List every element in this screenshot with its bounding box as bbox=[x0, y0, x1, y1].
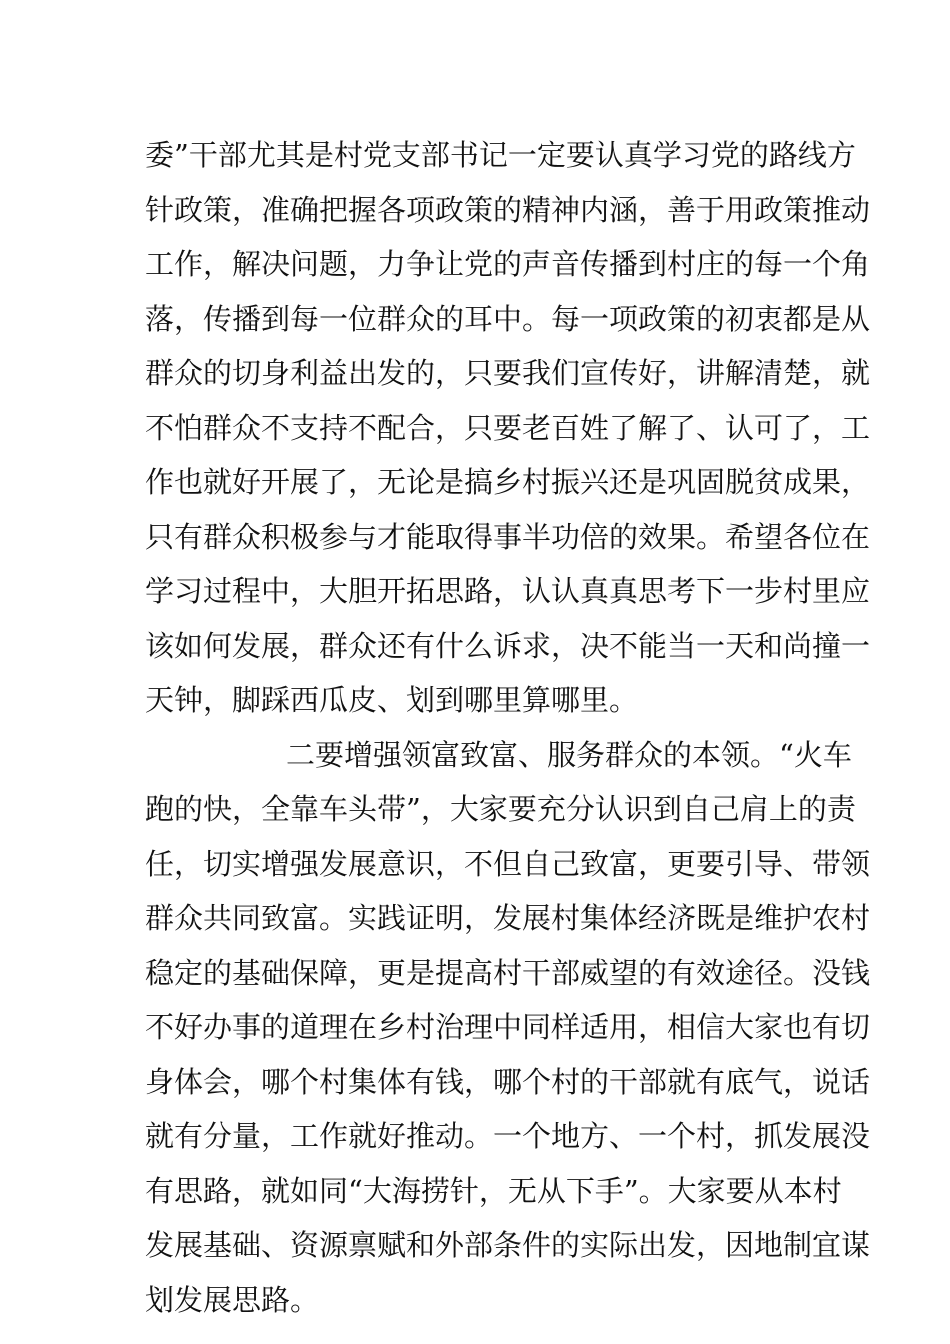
text-line: 该如何发展，群众还有什么诉求，决不能当一天和尚撞一 bbox=[145, 628, 871, 663]
text-line: 不怕群众不支持不配合，只要老百姓了解了、认可了，工 bbox=[145, 410, 871, 445]
body-text bbox=[145, 128, 871, 1327]
paragraph-end-line: 划发展思路。 bbox=[145, 1282, 320, 1317]
text-line: 学习过程中，大胆开拓思路，认认真真思考下一步村里应 bbox=[145, 574, 871, 608]
text-line: 针政策，准确把握各项政策的精神内涵，善于用政策推动 bbox=[145, 192, 871, 227]
text-line: 有思路，就如同“大海捞针，无从下手”。大家要从本村 bbox=[145, 1173, 842, 1208]
paragraph-end-line: 天钟，脚踩西瓜皮、划到哪里算哪里。 bbox=[145, 683, 639, 717]
text-line: 工作，解决问题，力争让党的声音传播到村庄的每一个角 bbox=[145, 247, 871, 281]
text-line: 落，传播到每一位群众的耳中。每一项政策的初衷都是从 bbox=[145, 301, 871, 336]
text-line: 身体会，哪个村集体有钱，哪个村的干部就有底气，说话 bbox=[145, 1064, 871, 1099]
text-line: 任，切实增强发展意识，不但自己致富，更要引导、带领 bbox=[145, 846, 871, 881]
text-line: 发展基础、资源禀赋和外部条件的实际出发，因地制宜谋 bbox=[145, 1228, 871, 1262]
text-line: 群众共同致富。实践证明，发展村集体经济既是维护农村 bbox=[145, 901, 871, 935]
text-line: 群众的切身利益出发的，只要我们宣传好，讲解清楚，就 bbox=[145, 356, 871, 390]
text-line: 委”干部尤其是村党支部书记一定要认真学习党的路线方 bbox=[145, 138, 856, 172]
text-line: 跑的快，全靠车头带”，大家要充分认识到自己肩上的责 bbox=[145, 792, 856, 826]
text-line: 作也就好开展了，无论是搞乡村振兴还是巩固脱贫成果， bbox=[145, 465, 871, 499]
text-line: 只有群众积极参与才能取得事半功倍的效果。希望各位在 bbox=[145, 519, 871, 554]
text-line: 稳定的基础保障，更是提高村干部威望的有效途径。没钱 bbox=[145, 955, 871, 990]
text-line: 就有分量，工作就好推动。一个地方、一个村，抓发展没 bbox=[145, 1119, 871, 1153]
text-line: 不好办事的道理在乡村治理中同样适用，相信大家也有切 bbox=[145, 1010, 871, 1044]
paragraph-start-line: 二要增强领富致富、服务群众的本领。“火车 bbox=[286, 737, 852, 772]
